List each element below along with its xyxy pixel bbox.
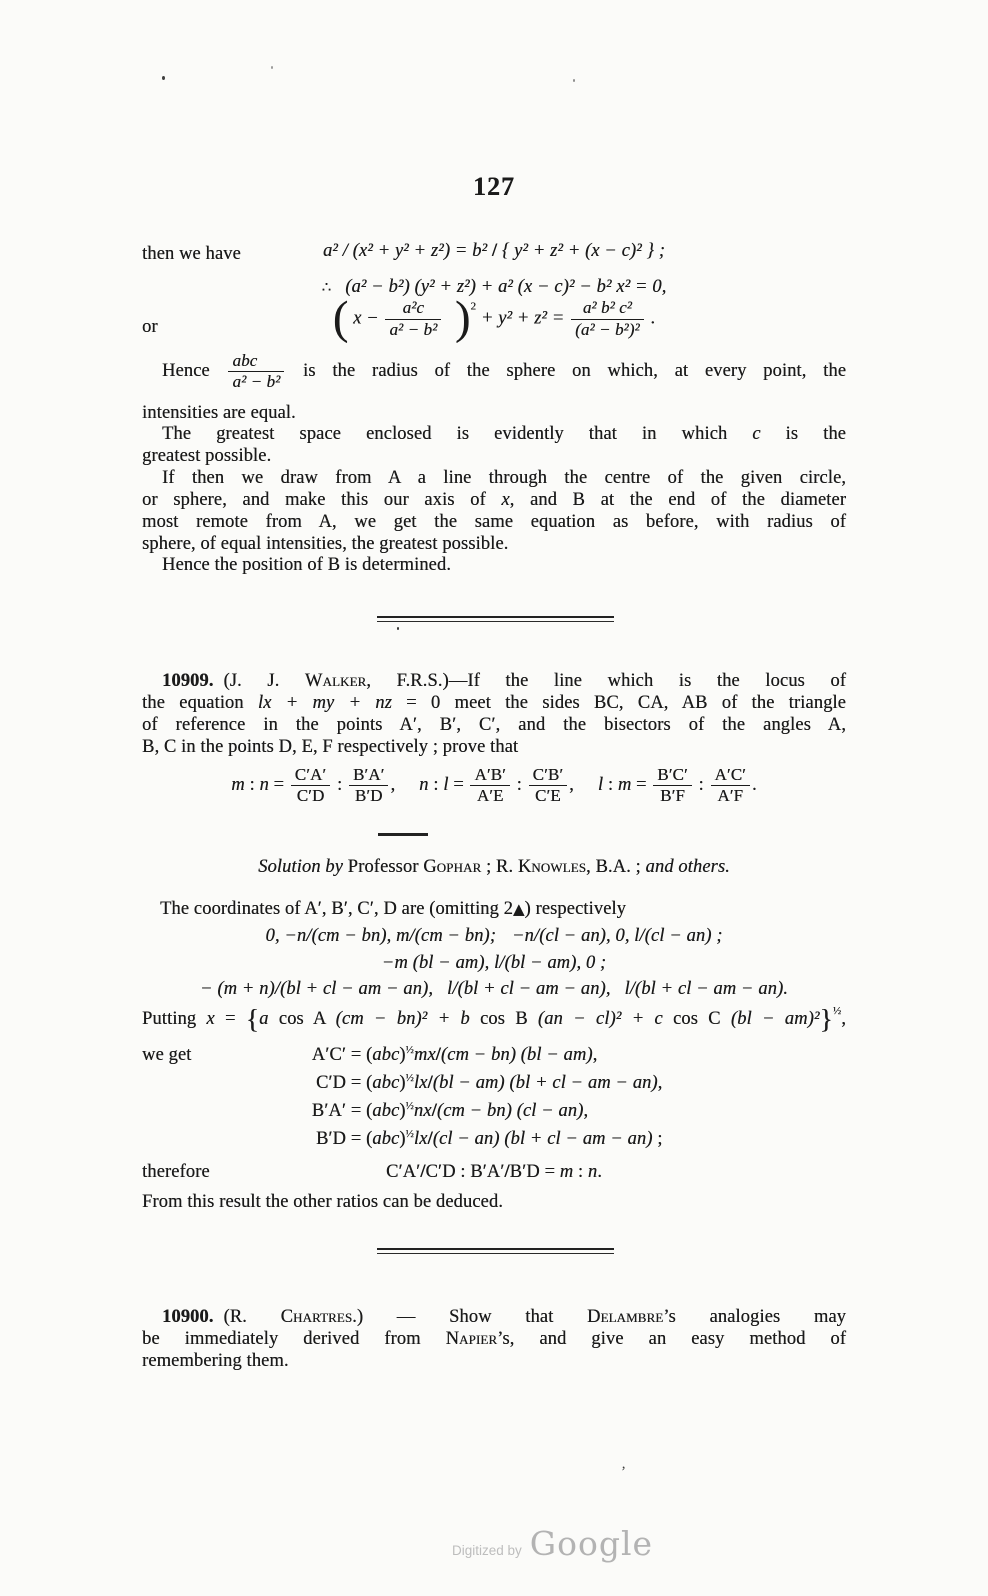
para-fromthis: From this result the other ratios can be deduced. [142,1192,503,1212]
eq-putting: Putting x = {a cos A (cm − bn)² + b cos B (an − cl)² + c cos C (bl − am)²}$^{\frac{1}{2}}$, [142,1004,847,1035]
eq1: a² / (x² + y² + z²) = b² / { y² + z² + (x − c)² } ; [322,241,666,261]
para-hence-line2: intensities are equal. [142,403,296,423]
ink-speck [573,79,575,82]
fraction: $\frac{A'B'}{A'E}$ [468,766,511,806]
prob-10909-line4: B, C in the points D, E, F respectively ; prove that [142,737,519,757]
section-divider-rule-bottom [377,1248,614,1254]
google-logo: Google [529,1524,654,1563]
para-if-line2: or sphere, and make this our axis of x, and B at the end of the diameter [142,490,846,510]
ink-speck [271,66,273,69]
para-position: Hence the position of B is determined. [162,555,451,575]
eq-CD: C′D = (abc)$^{\frac{1}{2}}$lx/(bl − am) (bl + cl − am − an), [315,1072,663,1093]
fraction: $\frac{C'A'}{C'D}$ [289,766,332,806]
fraction: $\frac{B'A'}{B'D}$ [347,766,390,806]
section-divider-rule-top [377,616,614,622]
eq-BD: B′D = (abc)$^{\frac{1}{2}}$lx/(cl − an) (bl + cl − am − an) ; [315,1128,663,1149]
therefore-label: therefore [142,1162,210,1182]
prob-10900-line3: remembering them. [142,1351,289,1371]
solution-byline: Solution by Professor Gophar ; R. Knowles, B.A. ; and others. [258,857,730,877]
eq2: ∴ (a² − b²) (y² + z²) + a² (x − c)² − b² x² = 0, [321,277,667,297]
ink-speck [162,76,165,80]
coords-intro: The coordinates of A′, B′, C′, D are (omitting 2▲) respectively [160,899,627,919]
fraction: $\frac{\text{a²c}}{\text{a² − b²}}$ [383,299,443,339]
eq3-label: or [142,317,158,337]
prob-10900-line1: 10900. (R. Chartres.) — Show that Delambre’s analogies may [162,1307,846,1327]
stray-ink-mark: ’ [620,1464,625,1480]
ink-speck [397,627,399,630]
fraction: $\frac{A'C'}{A'F}$ [709,766,752,806]
coords-line2: −m (bl − am), l/(bl − am), 0 ; [381,953,607,973]
coords-line1: 0, −n/(cm − bn), m/(cm − bn); −n/(cl − an), 0, l/(cl − an) ; [265,926,723,946]
para-if-line3: most remote from A, we get the same equation as before, with radius of [142,512,846,532]
para-if-line1: If then we draw from A a line through the centre of the given circle, [162,468,846,488]
digitization-watermark [452,1524,653,1563]
eq-AC: A′C′ = (abc)$^{\frac{1}{2}}$mx/(cm − bn) (bl − am), [311,1044,598,1065]
fraction: $\frac{\text{abc}}{\text{a² − b²}}$ [226,352,286,392]
fraction: $\frac{\text{a² b² c²}}{\text{(a² − b²)²}}$ [569,299,646,339]
eq-BA: B′A′ = (abc)$^{\frac{1}{2}}$nx/(cm − bn) (cl − an), [311,1100,589,1121]
eq1-label: then we have [142,244,241,264]
eq-ratios: m : n = $\frac{C'A'}{C'D}$ : $\frac{B'A'}{B'D}$ , n : l = $\frac{A'B'}{A'E}$ : $\frac{C'B'}{C'E}$ , l : m = $\frac{B'C'}{B'F}$ : $\frac{A'C'}{A'F}$ . [231,765,757,806]
watermark-prefix: Digitized by [452,1543,522,1558]
para-if-line4: sphere, of equal intensities, the greatest possible. [142,534,509,554]
weget-label: we get [142,1045,192,1065]
fraction: $\frac{C'B'}{C'E}$ [527,766,570,806]
prob-10900-line2: be immediately derived from Napier’s, and give an easy method of [142,1329,847,1349]
prob-10909-line3: of reference in the points A′, B′, C′, and the bisectors of the angles A, [142,715,846,735]
page-number: 127 [473,172,515,201]
coords-line3: − (m + n)/(bl + cl − am − an), l/(bl + cl − am − an), l/(bl + cl − am − an). [200,979,788,999]
eq-therefore: C′A′/C′D : B′A′/B′D = m : n. [386,1162,602,1182]
prob-10909-line2: the equation lx + my + nz = 0 meet the sides BC, CA, AB of the triangle [142,693,846,713]
eq3: ( x − $\frac{\text{a²c}}{\text{a² − b²}}$ )$^2$ + y² + z² = $\frac{\text{a² b² c²}}{\text{(a² − b²)²}}$ . [332,293,656,344]
para-greatest-line1: The greatest space enclosed is evidently that in which c is the [162,424,846,444]
prob-10909-line1: 10909. (J. J. Walker, F.R.S.)—If the line which is the locus of [162,671,846,691]
fraction: $\frac{B'C'}{B'F}$ [651,766,694,806]
para-hence-line1: Hence $\frac{\text{abc}}{\text{a² − b²}}$ is the radius of the sphere on which, at every point, the [162,351,846,392]
para-greatest-line2: greatest possible. [142,446,272,466]
problem-solution-separator-rule [378,833,428,836]
